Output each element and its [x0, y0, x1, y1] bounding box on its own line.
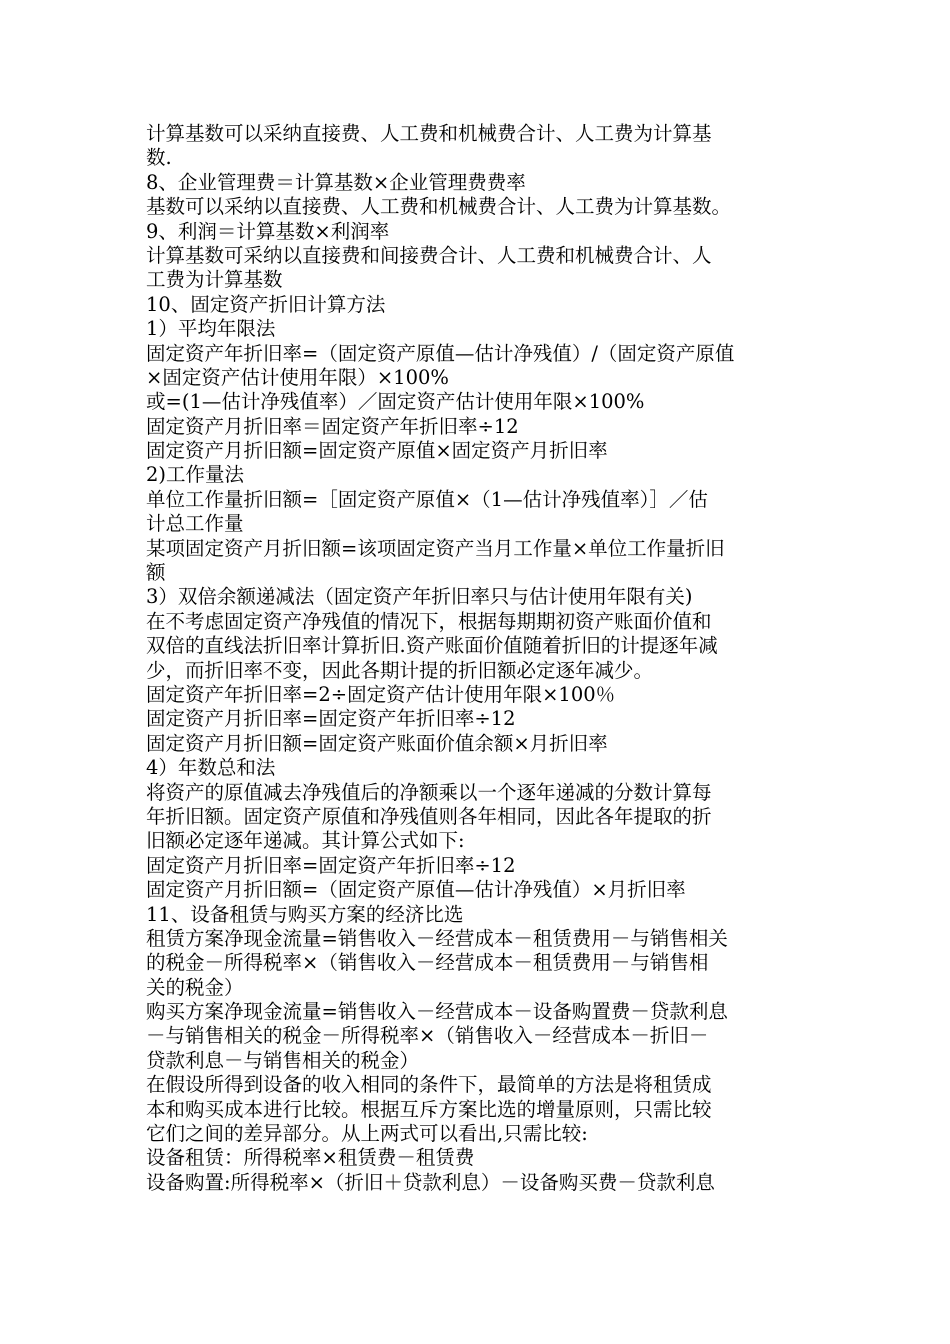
text-line: 4）年数总和法: [146, 756, 276, 780]
text-line: 10、固定资产折旧计算方法: [146, 292, 386, 316]
text-line: 将资产的原值减去净残值后的净额乘以一个逐年递减的分数计算每: [146, 780, 712, 804]
text-line: 固定资产月折旧额=固定资产账面价值余额×月折旧率: [146, 731, 608, 755]
text-line: 固定资产月折旧率=固定资产年折旧率÷12: [146, 707, 516, 731]
text-line: 2)工作量法: [146, 463, 245, 487]
text-line: －与销售相关的税金－所得税率×（销售收入－经营成本－折旧－: [146, 1024, 709, 1048]
text-line: 少，而折旧率不变，因此各期计提的折旧额必定逐年减少。: [146, 658, 654, 682]
text-line: 计总工作量: [146, 512, 244, 536]
text-line: 设备租赁：所得税率×租赁费－租赁费: [146, 1146, 475, 1170]
text-line: 设备购置:所得税率×（折旧＋贷款利息）－设备购买费－贷款利息: [146, 1170, 715, 1194]
text-line: 9、利润＝计算基数×利润率: [146, 219, 390, 243]
text-line: 租赁方案净现金流量=销售收入－经营成本－租赁费用－与销售相关: [146, 926, 728, 950]
text-line: 双倍的直线法折旧率计算折旧.资产账面价值随着折旧的计提逐年减: [146, 634, 718, 658]
text-line: 计算基数可采纳以直接费和间接费合计、人工费和机械费合计、人: [146, 243, 712, 267]
text-line: 某项固定资产月折旧额=该项固定资产当月工作量×单位工作量折旧: [146, 536, 725, 560]
text-line: 固定资产月折旧额=固定资产原值×固定资产月折旧率: [146, 439, 608, 463]
text-line: 固定资产年折旧率=（固定资产原值—估计净残值）/（固定资产原值: [146, 341, 735, 365]
text-line: 购买方案净现金流量=销售收入－经营成本－设备购置费－贷款利息: [146, 1000, 728, 1024]
text-line: 工费为计算基数: [146, 268, 283, 292]
text-line: 单位工作量折旧额=［固定资产原值×（1—估计净残值率）］／估: [146, 487, 708, 511]
text-line: 计算基数可以采纳直接费、人工费和机械费合计、人工费为计算基: [146, 122, 712, 145]
text-line: 关的税金）: [146, 975, 244, 999]
text-line: 或=(1—估计净残值率）／固定资产估计使用年限×100%: [146, 390, 645, 414]
text-line: 1）平均年限法: [146, 317, 276, 341]
text-line: 它们之间的差异部分。从上两式可以看出,只需比较:: [146, 1122, 588, 1146]
text-line: 数.: [146, 146, 172, 170]
text-line: 年折旧额。固定资产原值和净残值则各年相同，因此各年提取的折: [146, 804, 712, 828]
text-line: 固定资产月折旧率=固定资产年折旧率÷12: [146, 853, 516, 877]
document-page: [146, 122, 811, 1195]
text-line: 8、企业管理费＝计算基数×企业管理费费率: [146, 170, 526, 194]
text-line: 本和购买成本进行比较。根据互斥方案比选的增量原则，只需比较: [146, 1097, 712, 1121]
text-line: 在假设所得到设备的收入相同的条件下，最简单的方法是将租赁成: [146, 1073, 712, 1097]
text-line: 固定资产年折旧率=2÷固定资产估计使用年限×100％: [146, 682, 616, 706]
text-line: 固定资产月折旧额=（固定资产原值—估计净残值）×月折旧率: [146, 878, 686, 902]
text-line: 额: [146, 561, 166, 585]
text-line: 旧额必定逐年递减。其计算公式如下:: [146, 829, 465, 853]
text-line: 基数可以采纳以直接费、人工费和机械费合计、人工费为计算基数。: [146, 195, 732, 219]
text-line: 在不考虑固定资产净残值的情况下，根据每期期初资产账面价值和: [146, 609, 712, 633]
text-line: 贷款利息－与销售相关的税金）: [146, 1048, 420, 1072]
text-line: 11、设备租赁与购买方案的经济比选: [146, 902, 464, 926]
text-line: 固定资产月折旧率＝固定资产年折旧率÷12: [146, 414, 519, 438]
text-line: ×固定资产估计使用年限）×100%: [146, 365, 449, 389]
text-line: 的税金－所得税率×（销售收入－经营成本－租赁费用－与销售相: [146, 951, 709, 975]
text-line: 3）双倍余额递减法（固定资产年折旧率只与估计使用年限有关): [146, 585, 693, 609]
